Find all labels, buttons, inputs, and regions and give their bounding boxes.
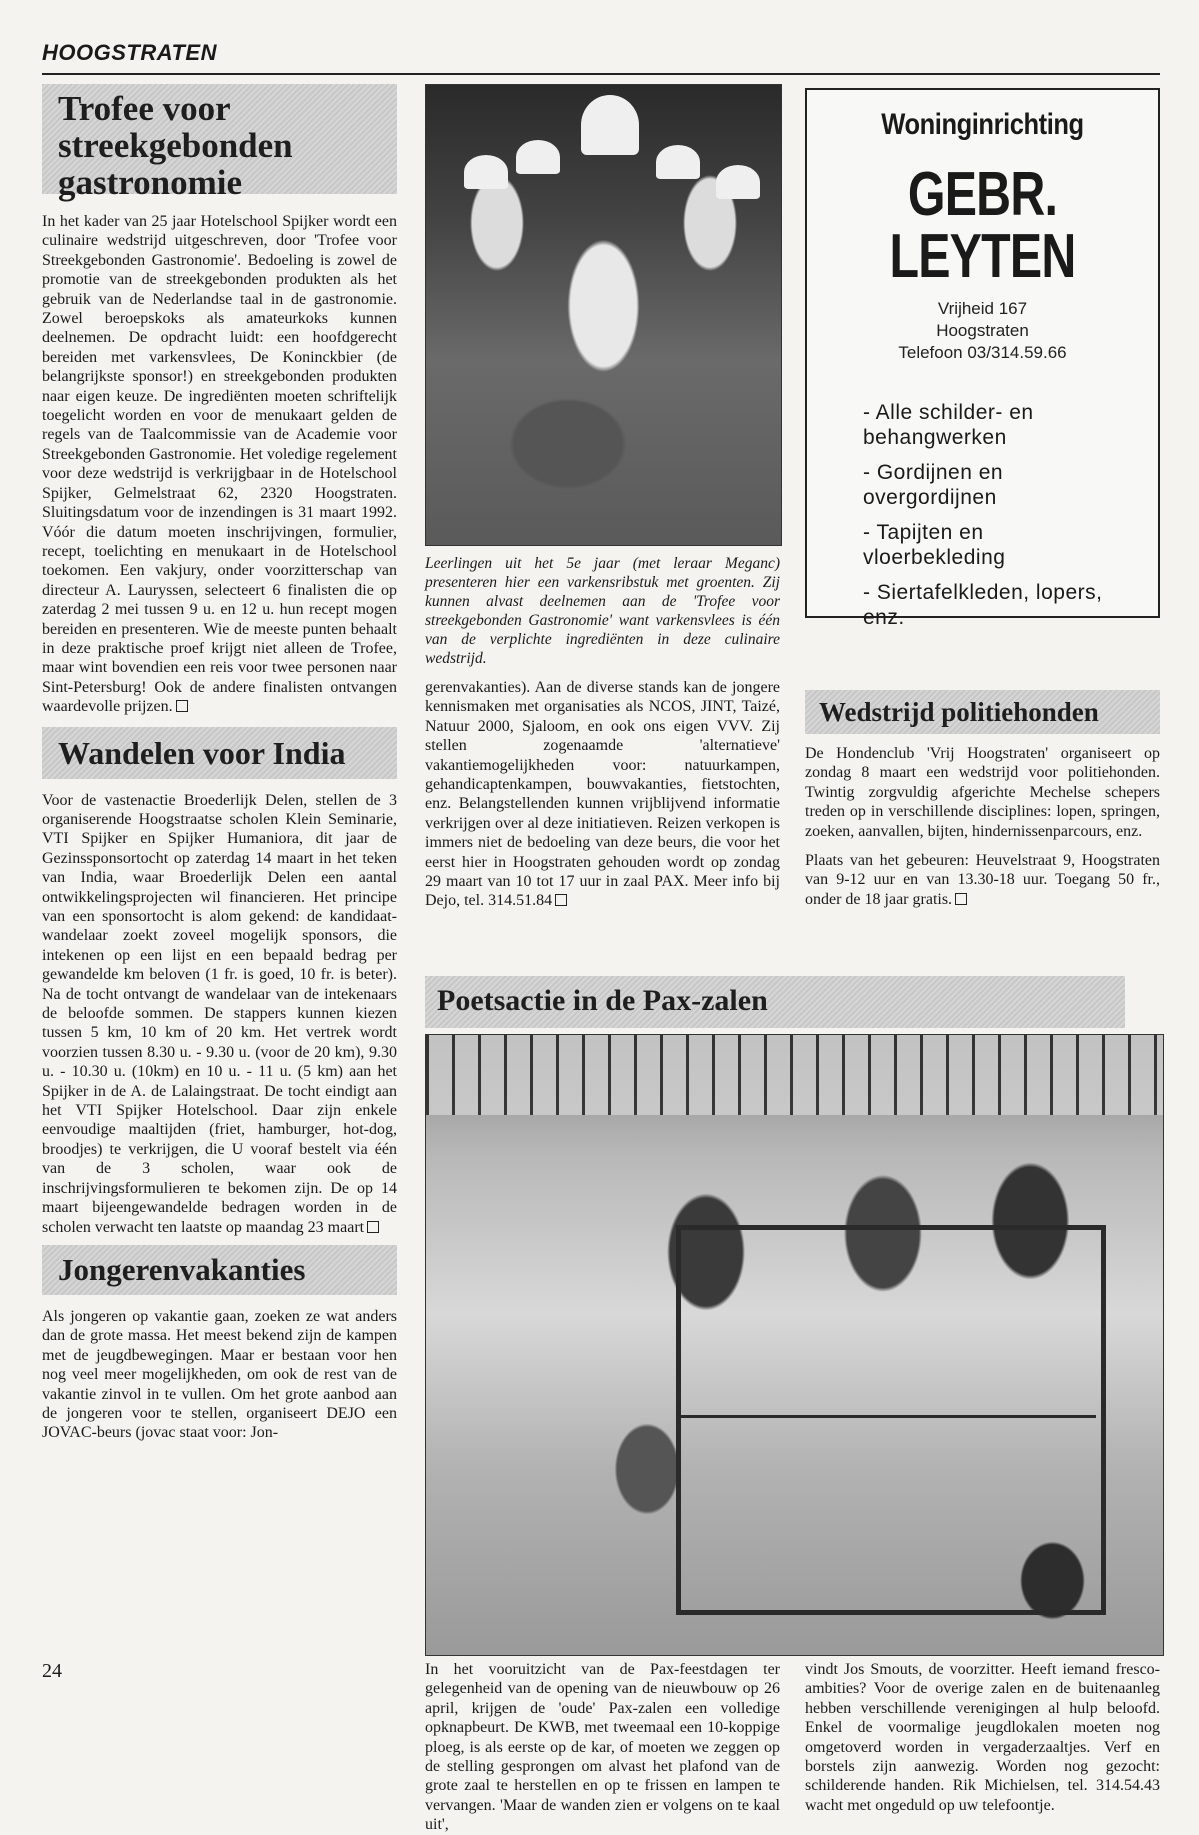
- chef-hat-icon: [656, 145, 700, 179]
- end-mark-icon: [176, 700, 188, 712]
- article-jongeren-body: Als jongeren op vakantie gaan, zoeken ze wat anders dan de grote massa. Het meest bekend zijn de kampen met de jeugdbewegingen. Maar er bestaan voor hen nog veel meer mogelijkheden, om ook de rest van de vakantie zinvol in te vullen. Om het grote aanbod aan de jongeren voor te stellen, organiseert DEJO een JOVAC-beurs (jovac staat voor: Jon-: [42, 1307, 397, 1442]
- poetsactie-text-column-2: [805, 1660, 1160, 1815]
- header-rule: [42, 73, 1160, 75]
- photo-chefs: [425, 84, 782, 546]
- advertisement-leyten: [805, 88, 1160, 629]
- ad-address: [807, 298, 1158, 364]
- end-mark-icon: [367, 1221, 379, 1233]
- article-wedstrijd-body-2: Plaats van het gebeuren: Heuvelstraat 9, Hoogstraten van 9-12 uur en van 13.30-18 uur. Toegang 50 fr., onder de 18 jaar gratis.: [805, 852, 1160, 908]
- ad-item: - Tapijten en vloerbekleding: [863, 521, 1006, 569]
- chef-hat-icon: [464, 155, 508, 189]
- end-mark-icon: [955, 893, 967, 905]
- middle-column: [425, 84, 780, 911]
- article-wedstrijd-body-1: De Hondenclub 'Vrij Hoogstraten' organiseert op zondag 8 maart een wedstrijd voor politiehonden. Twintig zorgvuldig afgerichte Mechelse schepers treden op in verschillende disciplines: lopen, springen, zoeken, aanvallen, bijten, hindernissenparcours, enz.: [805, 745, 1160, 840]
- article-poetsactie-col2: vindt Jos Smouts, de voorzitter. Heeft iemand fresco-ambities? Voor de overige zalen en de buitenaanleg hebben verschillende verenigingen al hulp beloofd. Enkel de voormalige jeugdlokalen moeten nog omgetoverd worden in vergaderzaaltjes. Verf en borstels zijn aanwezig. Worden nog gezocht: schilderende handen. Rik Michielsen, tel. 314.54.43 wacht met ongeduld op uw telefoontje.: [805, 1661, 1160, 1814]
- article-trofee-body: In het kader van 25 jaar Hotelschool Spijker wordt een culinaire wedstrijd uitgeschreven, door 'Trofee voor Streekgebonden Gastronomie'. Bedoeling is zowel de promotie van de streekgebonden produkten als het gebruik van de Nederlandse taal in de gastronomie. Zowel beroepskoks als amateurkoks kunnen deelnemen. De opdracht luidt: een hoofdgerecht bereiden met varkensvlees, De Koninckbier (de belangrijkste sponsor!) en streekgebonden produkten naar eigen keuze. De ingrediënten moeten schriftelijk toegelicht worden en voor de menukaart gelden de regels van de Taalcommissie van de Academie voor Streekgebonden Gastronomie. Het voledige regelement voor deze wedstrijd is verkrijgbaar in de Hotelschool Spijker, Gelmelstraat 62, 2320 Hoogstraten. Sluitingsdatum voor de inzendingen is 31 maart 1992. Vóór die datum moeten inschrijvingen, formulier, recept, toelichting en menukaart in de Hotelschool toekomen. Een vakjury, onder voorzitterschap van directeur A. Lauryssen, selecteert 6 finalisten die op zaterdag 2 mei tussen 9 u. en 12 u. hun recept mogen bereiden en presenteren. Wie de meeste punten behaalt in deze praktische proef krijgt niet alleen de Trofee, maar wint bovendien een reis voor twee personen naar Sint-Petersburg! Ook de andere finalisten ontvangen waardevolle prijzen.: [42, 213, 397, 716]
- ad-item: - Gordijnen en overgordijnen: [863, 461, 1004, 509]
- chef-hat-icon: [581, 95, 639, 155]
- ad-address-line: Vrijheid 167: [937, 299, 1028, 318]
- photo-chefs-caption: Leerlingen uit het 5e jaar (met leraar Meganc) presenteren hier een varkensribstuk met groenten. Zij kunnen alvast deelnemen aan de 'Trofee voor streekgebonden Gastronomie' want varkensvlees is één van de verplichte ingrediënten in deze culinaire wedstrijd.: [425, 555, 780, 667]
- scaffold-frame: [676, 1225, 1106, 1615]
- ad-address-line: Telefoon 03/314.59.66: [898, 343, 1067, 362]
- ad-title: Woninginrichting: [881, 108, 1084, 141]
- photo-poetsactie: [425, 1034, 1164, 1656]
- chef-hat-icon: [716, 165, 760, 199]
- article-poetsactie-col1: In het vooruitzicht van de Pax-feestdagen ter gelegenheid van de opening van de nieuwbouw op 26 april, krijgen de 'oude' Pax-zalen een volledige opknapbeurt. De KWB, met tweemaal een 10-koppige ploeg, is als eerste op de kar, of moeten we zeggen op de stelling gesprongen om alvast het plafond van de grote zaal te herstellen en op te frissen en lampen te vervangen. 'Maar de wanden zien er volgens on te kaal uit',: [425, 1661, 780, 1834]
- running-head: HOOGSTRATEN: [42, 40, 217, 65]
- headline-wandelen: Wandelen voor India: [42, 727, 397, 779]
- chef-hat-icon: [516, 140, 560, 174]
- headline-jongeren: Jongerenvakanties: [42, 1245, 397, 1295]
- headline-trofee: Trofee voor streekgebonden gastronomie: [42, 84, 397, 194]
- scaffold-bar: [676, 1415, 1096, 1418]
- ad-item-list: [807, 400, 1158, 630]
- headline-wedstrijd: Wedstrijd politiehonden: [805, 690, 1160, 734]
- headline-poetsactie: Poetsactie in de Pax-zalen: [425, 976, 1125, 1028]
- ceiling-lamellae: [426, 1035, 1163, 1115]
- right-column: [805, 84, 1160, 909]
- poetsactie-text-column-1: [425, 1660, 780, 1835]
- article-jongeren-continued: gerenvakanties). Aan de diverse stands kan de jongere kennismaken met organisaties als NCOS, JINT, Taizé, Natuur 2000, Sjaloom, en ook ons eigen VVV. Zij stellen zogenaamde 'alternatieve' vakantiemogelijkheden voor: natuurkampen, gehandicaptenkampen, bouwvakanties, fietstochten, enz. Belangstellenden kunnen vrijblijvend informatie verkrijgen over al deze initiatieven. Reizen verkopen is immers niet de bedoeling van deze beurs, die voor het eerst hier in Hoogstraten gehouden wordt op zondag 29 maart van 10 tot 17 uur in zaal PAX. Meer info bij Dejo, tel. 314.51.84: [425, 679, 780, 910]
- ad-item: - Alle schilder- en behangwerken: [863, 401, 1034, 449]
- ad-address-line: Hoogstraten: [936, 321, 1029, 340]
- ad-brand: GEBR. LEYTEN: [889, 160, 1076, 291]
- article-wandelen-body: Voor de vastenactie Broederlijk Delen, stellen de 3 organiserende Hoogstraatse scholen Klein Seminarie, VTI Spijker en Spijker Humaniora, dit jaar de Gezinssponsortocht op zaterdag 14 maart in het teken van India, waar Broederlijk Delen een aantal ontwikkelingsprojecten wil financieren. Het principe van een sponsortocht is alom gekend: de kandidaat-wandelaar zoekt zoveel mogelijk sponsors, die intekenen op een lijst en een bepaald bedrag per gewandelde km beloven (1 fr. is goed, 10 fr. is beter). Na de tocht ontvangt de wandelaar van de intekenaars de beloofde sommen. De stappers kunnen kiezen tussen 5 km, 10 km of 20 km. Het vertrek wordt voorzien tussen 8.30 u. - 9.30 u. (voor de 20 km), 9.30 u. - 10.30 u. (10km) en 10 u. - 11 u. (5 km) aan het Spijker in de A. de Lalaingstraat. De tocht eindigt aan het VTI Spijker Hotelschool. Daar zijn enkele eenvoudige maaltijden (friet, hamburger, hot-dog, broodjes) te verkrijgen, die U vooraf bestelt via één van de 3 scholen, waar ook de inschrijvingsformulieren te bekomen zijn. De op 14 maart bijeengewandelde bedragen worden in de scholen verwacht ten laatste op maandag 23 maart: [42, 791, 397, 1236]
- page-number: 24: [42, 1660, 62, 1682]
- end-mark-icon: [555, 894, 567, 906]
- left-column: [42, 84, 397, 1443]
- ad-item: - Siertafelkleden, lopers, enz.: [863, 581, 1103, 629]
